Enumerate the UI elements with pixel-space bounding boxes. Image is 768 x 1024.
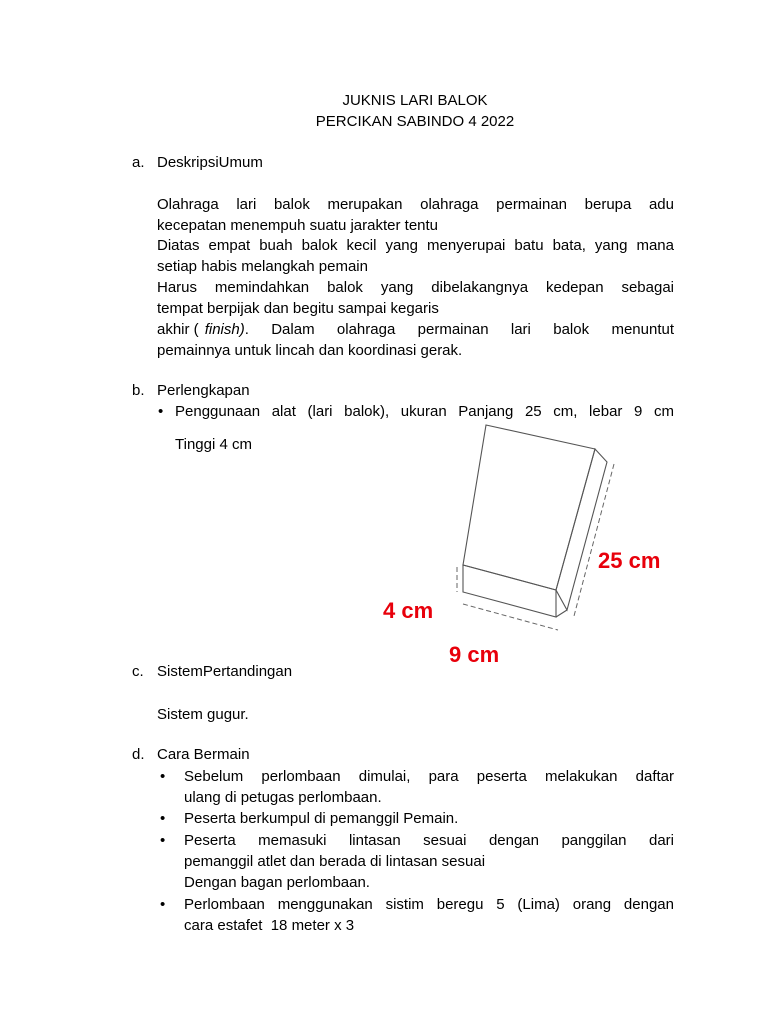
section-a-line4: setiap habis melangkah pemain	[157, 258, 368, 275]
section-c-heading: SistemPertandingan	[157, 663, 293, 680]
bullet-icon: •	[160, 832, 166, 849]
section-d-heading: Cara Bermain	[157, 746, 250, 763]
section-a-line1: Olahraga lari balok merupakan olahraga permainan berupa adu	[157, 196, 674, 213]
section-d-bullet3-line3: Dengan bagan perlombaan.	[184, 874, 370, 891]
section-a-line7-suffix: . Dalam olahraga permainan lari balok menuntut	[244, 321, 674, 338]
section-a-line6: tempat berpijak dan begitu sampai kegaris	[157, 300, 439, 317]
section-a-line3: Diatas empat buah balok kecil yang menyerupai batu bata, yang mana	[157, 237, 674, 254]
section-d-bullet3-line1: Peserta memasuki lintasan sesuai dengan panggilan dari	[184, 832, 674, 849]
section-a-line8: pemainnya untuk lincah dan koordinasi gerak.	[157, 342, 463, 359]
section-a-line7-italic: finish)	[204, 321, 245, 338]
doc-title-line2: PERCIKAN SABINDO 4 2022	[315, 113, 515, 130]
bullet-icon: •	[158, 403, 164, 420]
section-d-bullet2-line1: Peserta berkumpul di pemanggil Pemain.	[184, 810, 459, 827]
section-b-bullet-line2: Tinggi 4 cm	[175, 436, 252, 453]
bullet-icon: •	[160, 768, 166, 785]
section-a-line2: kecepatan menempuh suatu jarakter tentu	[157, 217, 439, 234]
doc-title-line1: JUKNIS LARI BALOK	[342, 92, 488, 109]
section-b-bullet-line1: Penggunaan alat (lari balok), ukuran Panjang 25 cm, lebar 9 cm	[175, 403, 674, 420]
bullet-icon: •	[160, 896, 166, 913]
section-c-marker: c.	[132, 663, 144, 680]
brick-illustration	[455, 420, 635, 640]
section-d-bullet1-line2: ulang di petugas perlombaan.	[184, 789, 382, 806]
section-d-bullet1-line1: Sebelum perlombaan dimulai, para peserta melakukan daftar	[184, 768, 674, 785]
label-length: 25 cm	[598, 548, 661, 573]
section-a-line7-prefix: akhir (	[157, 321, 199, 338]
bullet-icon: •	[160, 810, 166, 827]
section-a-heading: DeskripsiUmum	[157, 154, 263, 171]
section-b-heading: Perlengkapan	[157, 382, 250, 399]
section-b-marker: b.	[132, 382, 145, 399]
section-a-line7	[157, 319, 674, 340]
label-height: 4 cm	[383, 598, 434, 623]
section-a-marker: a.	[132, 154, 145, 171]
section-d-bullet4-line1: Perlombaan menggunakan sistim beregu 5 (Lima) orang dengan	[184, 896, 674, 913]
section-d-bullet4-line2: cara estafet 18 meter x 3	[184, 917, 355, 934]
section-d-bullet3-line2: pemanggil atlet dan berada di lintasan sesuai	[184, 853, 486, 870]
section-a-line5: Harus memindahkan balok yang dibelakangnya kedepan sebagai	[157, 279, 674, 296]
section-d-marker: d.	[132, 746, 145, 763]
section-c-body: Sistem gugur.	[157, 706, 249, 723]
label-width: 9 cm	[449, 642, 500, 667]
